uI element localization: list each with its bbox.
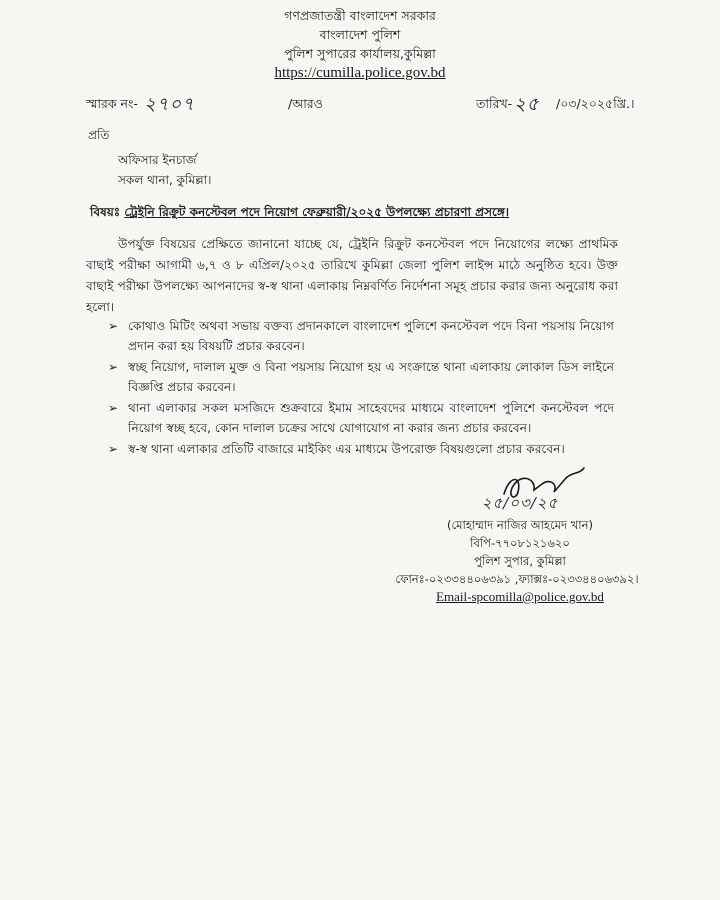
- govt-name: গণপ্রজাতন্ত্রী বাংলাদেশ সরকার: [284, 8, 436, 23]
- subject-line: [90, 204, 509, 224]
- salutation: প্রতি: [88, 128, 110, 142]
- signatory-designation: পুলিশ সুপার, কুমিল্লা: [474, 554, 566, 568]
- list-item: [106, 316, 614, 356]
- arrow-bullet-icon: ➢: [108, 360, 119, 374]
- addressee-place: সকল থানা, কুমিল্লা।: [118, 173, 212, 187]
- office-name: পুলিশ সুপারের কার্যালয়,কুমিল্লা: [284, 46, 436, 61]
- signatory-bp: বিপি-৭৭০৮১২১৬২০: [470, 536, 570, 550]
- subject-label: বিষয়ঃ: [90, 205, 121, 219]
- date-day: ২৫: [514, 94, 540, 115]
- contact-phone: ফোনঃ-০২৩৩৪৪০৬৩৯১ ,ফ্যাক্সঃ-০২৩৩৪৪০৬৩৯২।: [395, 572, 639, 586]
- addressee-title: অফিসার ইনচার্জ: [118, 153, 197, 167]
- list-item: [106, 439, 614, 459]
- signatory-name: (মোহাম্মাদ নাজির আহমেদ খান): [447, 518, 593, 532]
- contact-email[interactable]: Email-spcomilla@police.gov.bd: [436, 589, 604, 604]
- arrow-bullet-icon: ➢: [108, 401, 119, 415]
- instruction-list: [106, 316, 614, 460]
- subject-text: ট্রেইনি রিক্রুট কনস্টেবল পদে নিয়োগ ফেব্রুয়ারী/২০২৫ উপলক্ষ্যে প্রচারণা প্রসঙ্গে।: [124, 205, 510, 219]
- memo-suffix: /আরও: [288, 96, 323, 111]
- list-item-text: কোথাও মিটিং অথবা সভায় বক্তব্য প্রদানকালে বাংলাদেশ পুলিশে কনস্টেবল পদে বিনা পয়সায় নিয়োগ প্রদান করা হয় বিষয়টি প্রচার করবেন।: [128, 319, 614, 353]
- signature-date: ২৫/০৩/২৫: [481, 494, 559, 512]
- date-rest: /০৩/২০২৫খ্রি.।: [556, 96, 635, 111]
- list-item: [106, 357, 614, 397]
- police-name: বাংলাদেশ পুলিশ: [319, 27, 401, 42]
- website-link[interactable]: https://cumilla.police.gov.bd: [274, 65, 446, 81]
- list-item-text: স্বচ্ছ নিয়োগ, দালাল মুক্ত ও বিনা পয়সায় নিয়োগ হয় এ সংক্রান্তে থানা এলাকায় লোকাল ডিস লাইনে বিজ্ঞপ্তি প্রচার করবেন।: [128, 360, 614, 394]
- arrow-bullet-icon: ➢: [108, 319, 119, 333]
- body-paragraph: উপর্যুক্ত বিষয়ের প্রেক্ষিতে জানানো যাচ্ছে যে, ট্রেইনি রিক্রুট কনস্টেবল পদে নিয়োগের লক্ষ্যে প্রাথমিক বাছাই পরীক্ষা আগামী ৬,৭ ও ৮ এপ্রিল/২০২৫ তারিখে কুমিল্লা জেলা পুলিশ লাইন্স মাঠে অনুষ্ঠিত হবে। উক্ত বাছাই পরীক্ষা উপলক্ষ্যে আপনাদের স্ব-স্ব থানা এলাকায় নিম্নবর্ণিত নির্দেশনা সমূহ প্রচার করার জন্য অনুরোধ করা হলো।: [86, 237, 618, 314]
- memo-label: স্মারক নং-: [86, 96, 138, 111]
- list-item: [106, 398, 614, 438]
- date-label: তারিখ-: [476, 96, 513, 111]
- memo-number: ২৭০৭: [144, 94, 195, 115]
- list-item-text: স্ব-স্ব থানা এলাকার প্রতিটি বাজারে মাইকিং এর মাধ্যমে উপরোক্ত বিষয়গুলো প্রচার করবেন।: [128, 442, 565, 456]
- arrow-bullet-icon: ➢: [108, 442, 119, 456]
- letterhead: [0, 6, 720, 83]
- reference-row: [86, 90, 646, 116]
- list-item-text: থানা এলাকার সকল মসজিদে শুক্রবারে ইমাম সাহেবদের মাধ্যমে বাংলাদেশ পুলিশে কনস্টেবল পদে নিয়োগ স্বচ্ছ হবে, কোন দালাল চক্রের সাথে যোগাযোগ না করার জন্য প্রচার করবেন।: [128, 401, 614, 435]
